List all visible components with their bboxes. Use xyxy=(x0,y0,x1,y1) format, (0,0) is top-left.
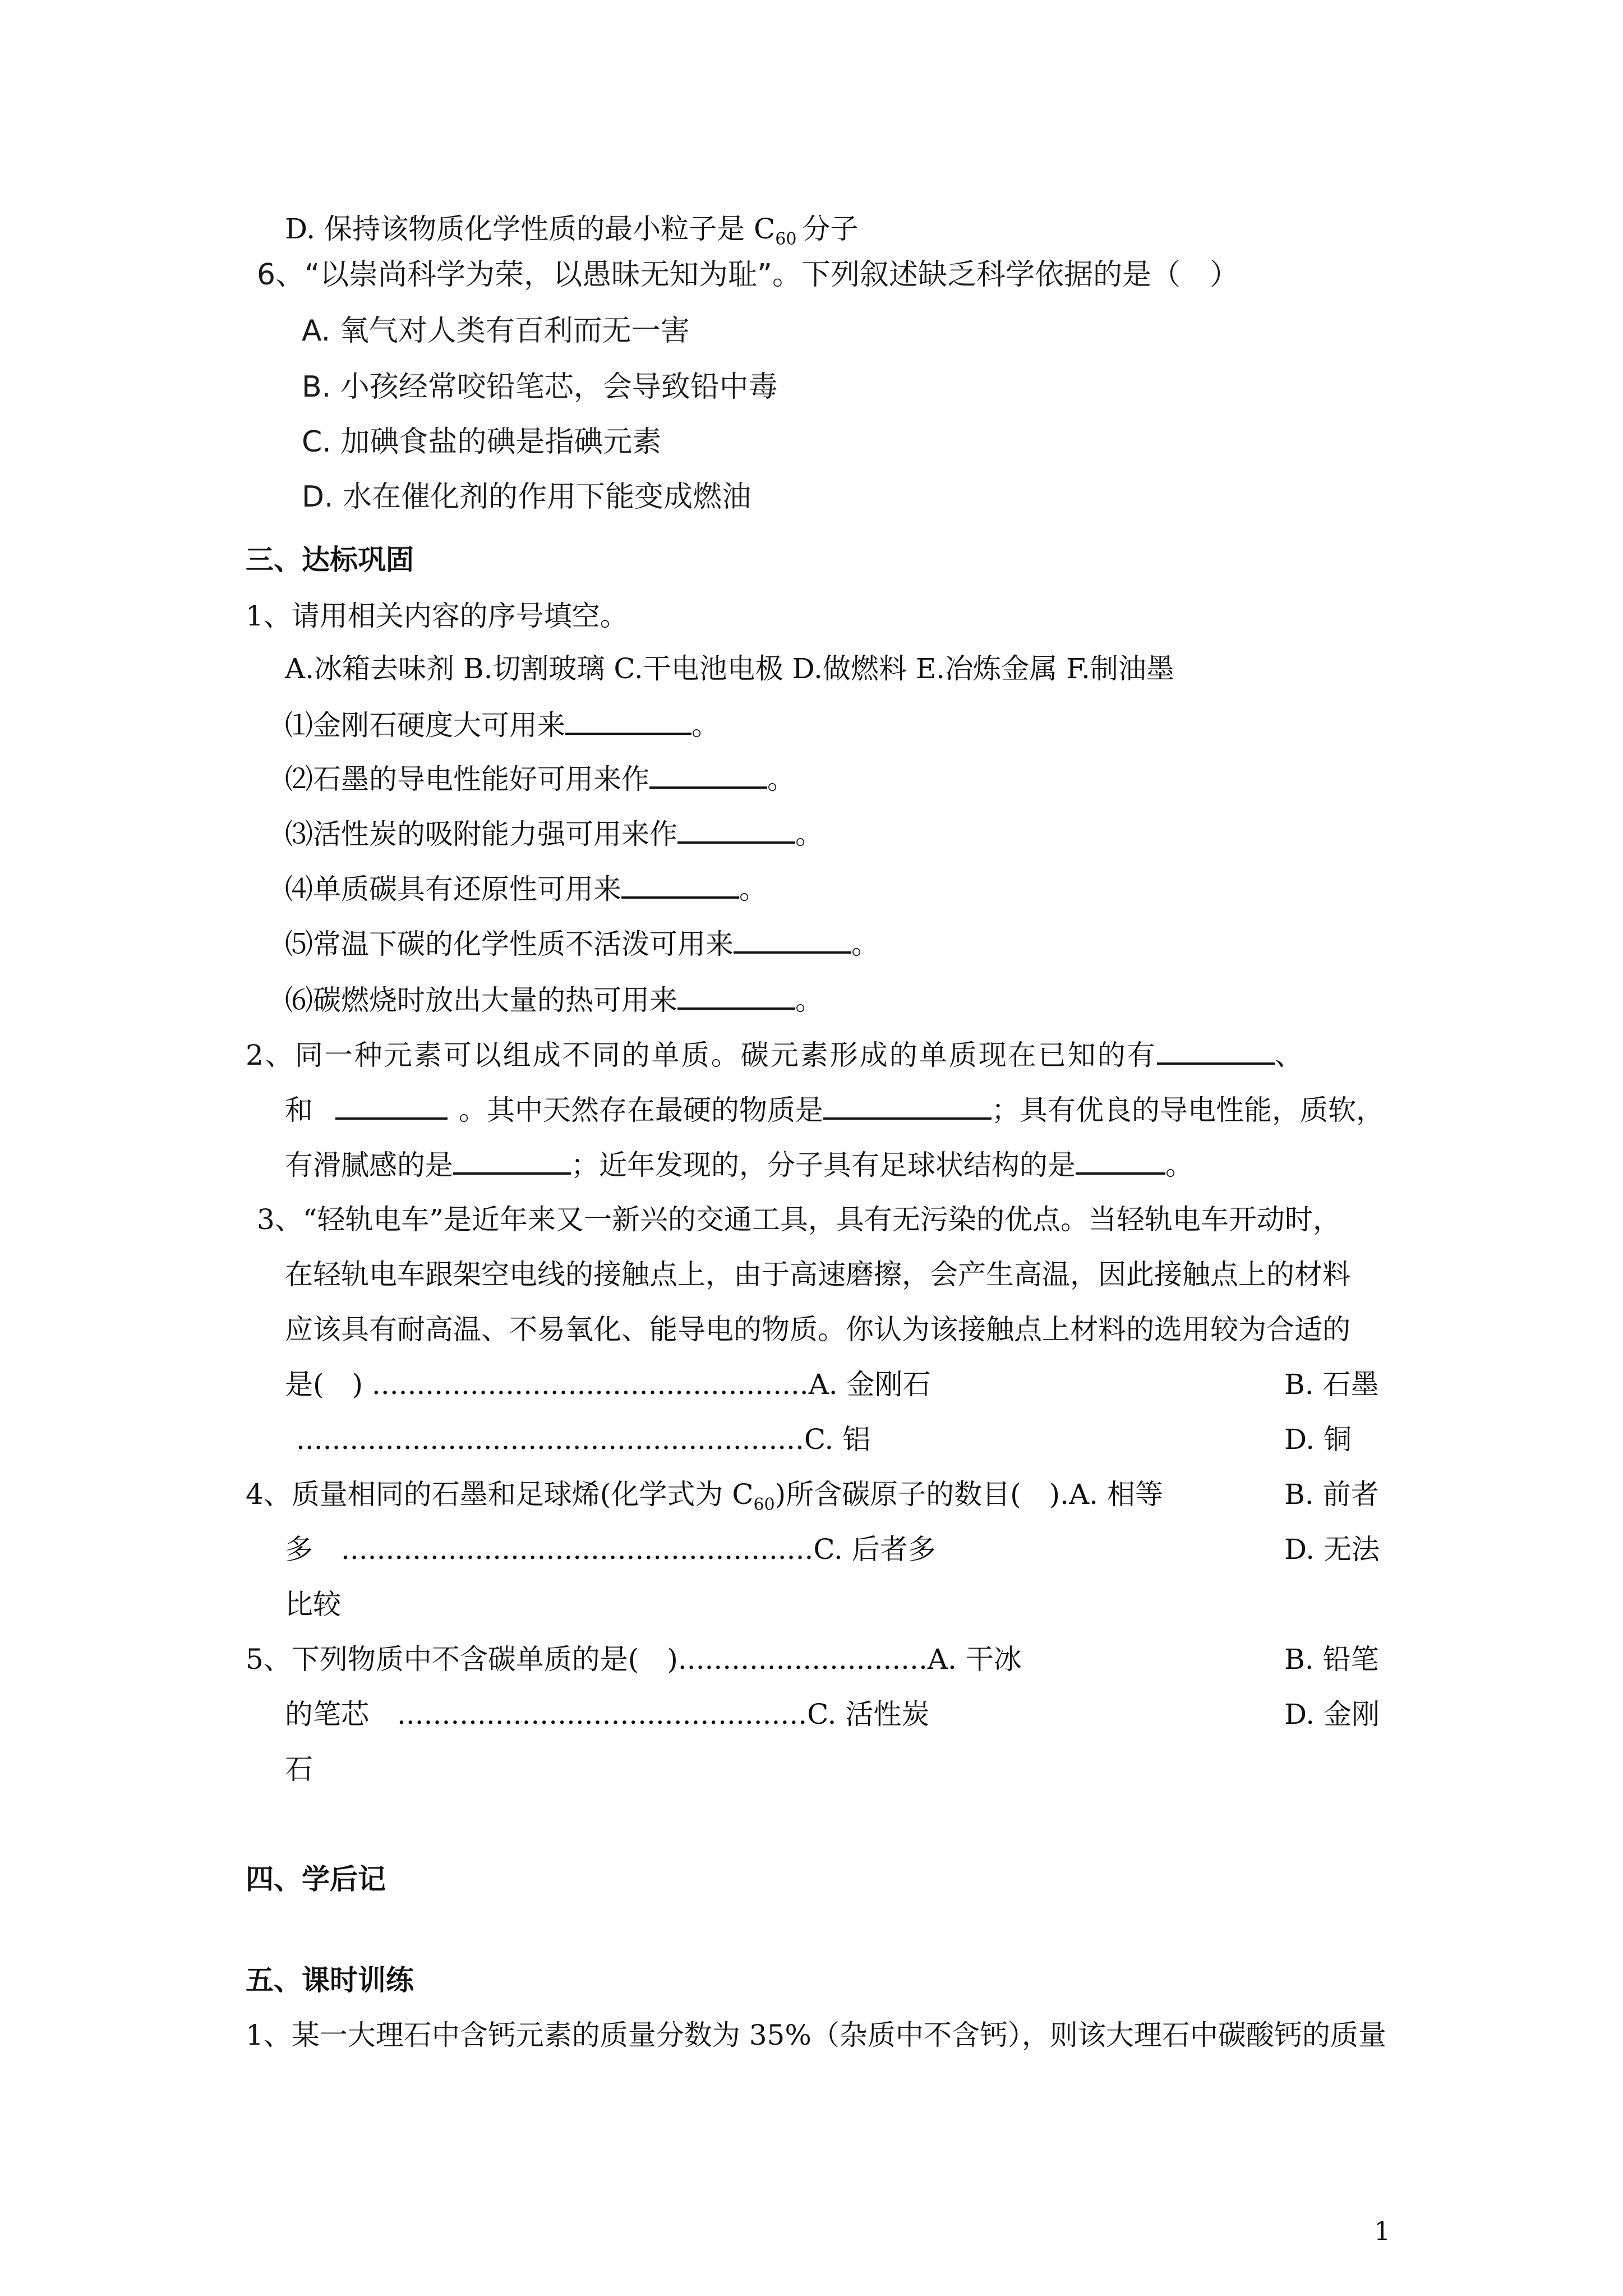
item-1-end: 。 xyxy=(691,709,720,742)
q2-blank-5[interactable] xyxy=(1076,1148,1165,1175)
item-5-text: ⑸常温下碳的化学性质不活泼可用来 xyxy=(285,928,734,960)
q2-line-3b: ；近年发现的，分子具有足球状结构的是 xyxy=(571,1149,1076,1181)
option-d-end: 分子 xyxy=(802,213,859,245)
s3-q1-item-1 xyxy=(285,708,720,742)
q4-line-1a: 4、质量相同的石墨和足球烯(化学式为 C xyxy=(246,1478,754,1511)
blank-4[interactable] xyxy=(621,872,739,899)
item-3-text: ⑶活性炭的吸附能力强可用来作 xyxy=(285,818,677,850)
q2-blank-4[interactable] xyxy=(453,1148,571,1175)
item-6-end: 。 xyxy=(795,984,823,1016)
question-5-option-d xyxy=(285,212,858,256)
section-3-heading: 三、达标巩固 xyxy=(246,543,414,576)
q4-subscript-60: 60 xyxy=(753,1495,775,1515)
s3-q4-line-2: 多 .....................................................C. 后者多 xyxy=(285,1533,936,1566)
s3-q1-stem: 1、请用相关内容的序号填空。 xyxy=(246,600,628,632)
q2-line-1-text: 2、同一种元素可以组成不同的单质。碳元素形成的单质现在已知的有 xyxy=(246,1039,1157,1071)
s3-q3-line-4: 是( ) .................................................A. 金刚石 xyxy=(285,1368,931,1401)
q2-blank-2[interactable] xyxy=(335,1093,448,1120)
blank-1[interactable] xyxy=(565,708,691,735)
s3-q2-line-2 xyxy=(285,1093,1384,1127)
q2-line-2b: 。其中天然存在最硬的物质是 xyxy=(459,1094,823,1126)
subscript-60: 60 xyxy=(775,229,797,249)
s3-q4-line-1 xyxy=(246,1478,1163,1522)
s3-q5-line-1: 5、下列物质中不含碳单质的是( )............................A. 干冰 xyxy=(246,1643,1022,1676)
question-6-stem: 6、“以崇尚科学为荣，以愚昧无知为耻”。下列叙述缺乏科学依据的是（ ） xyxy=(257,258,1239,292)
item-2-end: 。 xyxy=(767,763,795,795)
item-6-text: ⑹碳燃烧时放出大量的热可用来 xyxy=(285,984,677,1016)
s3-q1-item-6 xyxy=(285,983,823,1017)
item-4-end: 。 xyxy=(739,873,767,905)
item-1-text: ⑴金刚石硬度大可用来 xyxy=(285,709,565,742)
s3-q3-line-2: 在轻轨电车跟架空电线的接触点上，由于高速磨擦，会产生高温，因此接触点上的材料 xyxy=(285,1258,1350,1291)
question-6-option-d: D. 水在催化剂的作用下能变成燃油 xyxy=(302,480,751,514)
s3-q2-line-3 xyxy=(285,1148,1193,1182)
s3-q3-line-1: 3、“轻轨电车”是近年来又一新兴的交通工具，具有无污染的优点。当轻轨电车开动时， xyxy=(257,1203,1341,1236)
blank-3[interactable] xyxy=(677,817,795,844)
blank-5[interactable] xyxy=(734,927,851,954)
s3-q3-option-d: D. 铜 xyxy=(1284,1423,1352,1456)
s3-q5-line-2: 的笔芯 ..............................................C. 活性炭 xyxy=(285,1698,930,1731)
question-6-option-a: A. 氧气对人类有百利而无一害 xyxy=(302,314,690,348)
s5-q1-line-1: 1、某一大理石中含钙元素的质量分数为 35%（杂质中不含钙），则该大理石中碳酸钙的质量 xyxy=(246,2019,1386,2051)
item-2-text: ⑵石墨的导电性能好可用来作 xyxy=(285,763,649,795)
question-6-option-c: C. 加碘食盐的碘是指碘元素 xyxy=(302,425,662,459)
s3-q5-line-3: 石 xyxy=(285,1753,313,1786)
q2-line-3c: 。 xyxy=(1165,1149,1193,1181)
s3-q4-line-3: 比较 xyxy=(285,1588,341,1621)
s3-q1-options: A.冰箱去味剂 B.切割玻璃 C.干电池电极 D.做燃料 E.冶炼金属 F.制油墨 xyxy=(285,652,1174,685)
s3-q4-option-b: B. 前者 xyxy=(1284,1478,1379,1511)
q2-line-3a: 有滑腻感的是 xyxy=(285,1149,453,1181)
q2-blank-3[interactable] xyxy=(823,1093,992,1120)
blank-6[interactable] xyxy=(677,983,795,1010)
s3-q1-item-3 xyxy=(285,817,823,851)
question-6-option-b: B. 小孩经常咬铅笔芯，会导致铅中毒 xyxy=(302,370,778,404)
s3-q4-option-d: D. 无法 xyxy=(1284,1533,1380,1566)
q2-blank-1[interactable] xyxy=(1157,1038,1275,1065)
s3-q5-option-d: D. 金刚 xyxy=(1284,1698,1380,1731)
s3-q3-option-b: B. 石墨 xyxy=(1284,1368,1379,1401)
section-4-heading: 四、学后记 xyxy=(246,1862,386,1895)
s3-q5-option-b: B. 铅笔 xyxy=(1284,1643,1379,1676)
q4-line-1b: )所含碳原子的数目( ).A. 相等 xyxy=(774,1478,1163,1511)
s3-q1-item-2 xyxy=(285,762,795,796)
s3-q1-item-5 xyxy=(285,927,879,961)
q2-line-2c: ；具有优良的导电性能，质软， xyxy=(992,1094,1384,1126)
s3-q2-line-1 xyxy=(246,1038,1304,1072)
option-d-text: D. 保持该物质化学性质的最小粒子是 C xyxy=(285,213,776,245)
section-5-heading: 五、课时训练 xyxy=(246,1963,414,1996)
s3-q3-line-5: .........................................................C. 铝 xyxy=(296,1423,871,1456)
item-4-text: ⑷单质碳具有还原性可用来 xyxy=(285,873,621,905)
item-3-end: 。 xyxy=(795,818,823,850)
s3-q1-item-4 xyxy=(285,872,767,906)
s3-q3-line-3: 应该具有耐高温、不易氧化、能导电的物质。你认为该接触点上材料的选用较为合适的 xyxy=(285,1313,1350,1346)
q2-line-2a: 和 xyxy=(285,1094,313,1126)
item-5-end: 。 xyxy=(851,928,879,960)
blank-2[interactable] xyxy=(649,762,767,789)
q2-line-1-end: 、 xyxy=(1274,1039,1304,1071)
page-number: 1 xyxy=(1374,2216,1391,2246)
